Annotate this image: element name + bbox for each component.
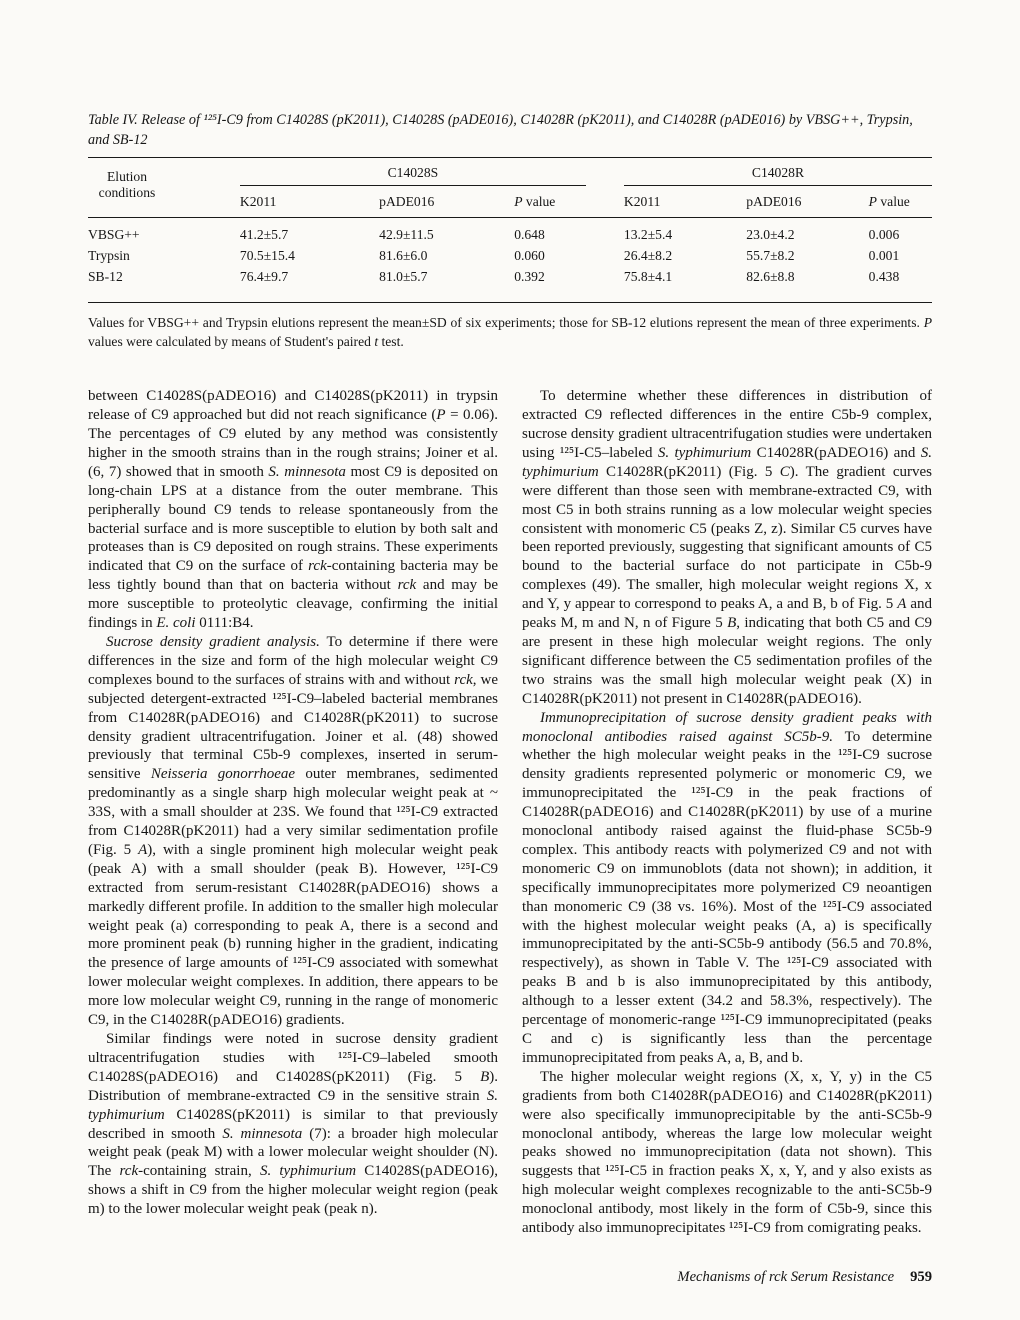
text-segment: Values for VBSG++ and Trypsin elutions represent the mean±SD of six experiments; those for SB-12 elutions represent the mean of three experiments.	[88, 315, 924, 330]
pvalue-p-label: P	[514, 194, 523, 209]
group-header-c14028r-label: C14028R	[624, 165, 932, 186]
table-row-sb12	[88, 266, 932, 303]
text-segment: S. typhimurium	[88, 1087, 498, 1123]
text-segment: most C9 is deposited on long-chain LPS at a distance from the outer membrane. This peripherally bound C9 tends to release spontaneously from the bacterial surface and is more susceptible to elution by both salt and proteases than is C9 deposited on rough strains. These experiments indicated that C9 on the surface of	[88, 463, 498, 575]
text-segment: B	[480, 1068, 490, 1085]
group-header-row	[88, 158, 932, 189]
group-header-c14028r	[624, 158, 932, 189]
text-segment: = 0.06). The percentages of C9 eluted by any method was consistently higher in the smooth strains than in the rough strains; Joiner et al. (6, 7) showed that in smooth	[88, 407, 498, 480]
pvalue-p-label: P	[868, 194, 877, 209]
text-segment: Immunoprecipitation of sucrose density gradient peaks with monoclonal antibodies raised against SC5b-9.	[522, 709, 932, 745]
table-cell: 0.006	[868, 227, 900, 242]
text-segment: S. typhimurium	[522, 444, 932, 480]
column-header-k2011-s: K2011	[240, 188, 379, 218]
column-header-pvalue-s	[514, 188, 624, 218]
column-header-elution	[88, 158, 240, 218]
table-cell: 82.6±8.8	[746, 266, 868, 303]
table-cell: 0.648	[514, 227, 545, 242]
text-segment: The higher molecular weight regions (X, x, Y, y) in the C5 gradients from both C14028R(pADEO16) and C14028R(pK2011) were also specifically immunoprecipitable by the anti-SC5b-9 monoclonal antibody, whereas the large low molecular weight peaks showed no immunoprecipitation (data not shown). This suggests that ¹²⁵I-C5 in fraction peaks X, x, Y, and y also exists as high molecular weight complexes recognizable to the anti-SC5b-9 monoclonal antibody, most likely in the form of C5b-9, since this antibody also immunoprecipitates ¹²⁵I-C9 from comigrating peaks.	[522, 1068, 932, 1237]
text-segment: test.	[378, 333, 404, 349]
text-segment: C14028S(pK2011) is similar to that previously described in smooth	[88, 1106, 498, 1142]
table-cell: 55.7±8.2	[746, 248, 795, 263]
text-segment: C14028R(pADEO16) and	[751, 444, 921, 461]
text-segment: values were calculated by means of Student's paired	[88, 333, 375, 349]
group-header-c14028s-label: C14028S	[240, 165, 586, 186]
row-label: Trypsin	[88, 248, 130, 263]
table-cell: 81.0±5.7	[379, 266, 514, 303]
paragraph	[88, 633, 498, 1030]
paragraph	[88, 110, 932, 150]
table-iv-section	[88, 110, 932, 351]
table-row-vbsg	[88, 218, 932, 246]
column-header-k2011-r: K2011	[624, 188, 746, 218]
text-segment: rck	[454, 671, 473, 688]
running-title: Mechanisms of rck Serum Resistance	[677, 1269, 895, 1285]
paragraph	[88, 314, 932, 351]
table-cell: 75.8±4.1	[624, 266, 746, 303]
table-cell: 41.2±5.7	[239, 227, 289, 242]
row-label: SB-12	[88, 266, 240, 303]
paragraph	[522, 1068, 932, 1238]
text-segment: -containing strain,	[138, 1163, 260, 1180]
table-cell: 0.438	[869, 266, 932, 303]
text-segment: and peaks M, m and N, n of Figure 5	[522, 596, 932, 632]
column-header-elution-label: Elution conditions	[98, 169, 156, 200]
text-segment: To determine whether these differences in distribution of extracted C9 reflected differences in the entire C5b-9 complex, sucrose density gradient ultracentrifugation studies were undertaken using ¹²⁵I-C5–labeled	[522, 388, 932, 461]
text-segment: Table IV. Release of ¹²⁵I-C9 from C14028S (pK2011), C14028S (pADE016), C14028R (pK2011), and C14028R (pADE016) by VBSG++, Trypsin, and SB-12	[88, 112, 913, 148]
paragraph	[88, 387, 498, 633]
text-segment: rck	[119, 1163, 139, 1180]
text-segment: rck	[397, 577, 417, 594]
text-segment: , we subjected detergent-extracted ¹²⁵I-C9–labeled bacterial membranes from C14028R(pADEO16) and C14028R(pK2011) to sucrose density gradient ultracentrifugation. Joiner et al. (48) showed previously that terminal C5b-9 complexes, inserted in serum-sensitive	[88, 671, 498, 783]
text-segment: between C14028S(pADEO16) and C14028S(pK2011) in trypsin release of C9 approached but did not reach significance (	[88, 388, 498, 424]
paragraph	[522, 709, 932, 1068]
table-row-trypsin	[88, 245, 932, 266]
table-cell: 0.392	[514, 266, 624, 303]
text-segment: A	[138, 841, 148, 858]
column-header-pade016-r: pADE016	[746, 188, 868, 218]
text-segment: -containing bacteria may be less tightly bound than that on bacteria without	[88, 558, 498, 594]
page-number: 959	[910, 1269, 932, 1285]
table-footnote	[88, 314, 932, 351]
text-segment: , indicating that both C5 and C9 are present in these high molecular weight regions. The only significant difference between the C5 sedimentation profiles of the two strains was the small high molecular weight peak (X) in C14028R(pK2011) not present in C14028R(pADEO16).	[522, 615, 932, 707]
text-segment: To determine if there were differences in the size and form of the high molecular weight C9 complexes bound to the surfaces of strains with and without	[88, 633, 499, 688]
group-header-c14028s	[240, 158, 624, 189]
text-segment: S. minnesota	[222, 1125, 303, 1142]
table-cell: 26.4±8.2	[623, 248, 673, 263]
column-header-pade016-s: pADE016	[379, 188, 514, 218]
text-segment: t	[374, 333, 379, 349]
table-cell: 23.0±4.2	[746, 227, 795, 242]
text-segment: outer membranes, sedimented predominantly as a single sharp high molecular weight peak at ~ 33S, with a small shoulder at 23S. We found that ¹²⁵I-C9 extracted from C14028R(pK2011) had a very similar sedimentation profile (Fig. 5	[88, 766, 498, 858]
left-column	[88, 387, 498, 1238]
paragraph	[88, 1030, 498, 1219]
text-segment: 0111:B4.	[195, 615, 254, 632]
text-segment: ). The gradient curves were different than those seen with membrane-extracted C9, with most C5 in both strains running as a low molecular weight species consistent with monomeric C5 (peaks Z, z). Similar C5 curves have been reported previously, suggesting that significant amounts of C5 bound to the bacterial surface do not participate in C5b-9 complexes (49). The smaller, high molecular weight regions X, x and Y, y appear to correspond to peaks A, a and B, b of Fig. 5	[522, 463, 933, 613]
column-header-pvalue-r	[869, 188, 932, 218]
table-caption	[88, 110, 932, 150]
text-segment: P	[436, 407, 446, 424]
text-segment: C	[779, 463, 790, 480]
table-cell: 76.4±9.7	[240, 266, 379, 303]
text-segment: S. typhimurium	[259, 1163, 357, 1180]
text-segment: (7): a broader high molecular weight peak (peak M) with a lower molecular weight shoulder (N). The	[88, 1125, 498, 1180]
row-label: VBSG++	[88, 227, 140, 242]
paragraph	[522, 387, 932, 708]
text-segment: S. minnesota	[268, 463, 346, 480]
text-segment: ), with a single prominent high molecular weight peak (peak A) with a small shoulder (peak B). However, ¹²⁵I-C9 extracted from serum-resistant C14028R(pADEO16) shows a markedly different profile. In addition to the smaller high molecular weight peak (a) corresponding to peak A, there is a second and more prominent peak (b) running higher in the gradient, indicating the presence of large amounts of ¹²⁵I-C9 associated with somewhat lower molecular weight complexes. In addition, there appears to be more low molecular weight C9, running in the range of monomeric C9, in the C14028R(pADEO16) gradients.	[88, 841, 498, 1029]
table-cell: 81.6±6.0	[379, 248, 428, 263]
text-segment: E. coli	[156, 615, 196, 632]
table-cell: 42.9±11.5	[379, 227, 434, 242]
text-segment: A	[897, 596, 907, 613]
table-cell: 0.001	[868, 248, 900, 263]
body-columns	[88, 387, 932, 1238]
pvalue-value-label: value	[876, 194, 910, 209]
table-iv	[88, 157, 932, 303]
page-footer	[88, 1245, 932, 1286]
text-segment: To determine whether the high molecular weight peaks in the ¹²⁵I-C9 sucrose density gradients represented polymeric or monomeric C9, we immunoprecipitated the ¹²⁵I-C9 in the peak fractions of C14028R(pADEO16) and C14028R(pK2011) by use of a murine monoclonal antibody raised against the fluid-phase SC5b-9 complex. This antibody reacts with polymerized C9 and not with monomeric C9 on immunoblots (data not shown); in addition, it specifically immunoprecipitates more polymerized C9 neoantigen than monomeric C9 (38 vs. 16%). Most of the ¹²⁵I-C9 associated with the highest molecular weight peaks (A, a) is specifically immunoprecipitated by the anti-SC5b-9 antibody (56.5 and 70.8%, respectively), as shown in Table V. The ¹²⁵I-C9 associated with peaks B and b is also immunoprecipitated by this antibody, although to a lesser extent (34.2 and 58.3%, respectively). The percentage of monomeric-range ¹²⁵I-C9 immunoprecipitated (peaks C and c) is significantly less than the percentage immunoprecipitated from peaks A, a, B, and b.	[522, 728, 932, 1066]
table-cell: 0.060	[514, 248, 545, 263]
pvalue-value-label: value	[522, 194, 556, 209]
text-segment: ). Distribution of membrane-extracted C9 in the sensitive strain	[88, 1068, 498, 1104]
table-cell: 13.2±5.4	[623, 227, 673, 242]
text-segment: C14028R(pK2011) (Fig. 5	[598, 463, 780, 480]
text-segment: Similar findings were noted in sucrose density gradient ultracentrifugation studies with ¹²⁵I-C9–labeled smooth C14028S(pADEO16) and C14028S(pK2011) (Fig. 5	[88, 1031, 498, 1085]
text-segment: B	[727, 615, 737, 632]
text-segment: Neisseria gonorrhoeae	[150, 766, 296, 783]
text-segment: Sucrose density gradient analysis.	[106, 633, 320, 650]
text-segment: C14028S(pADEO16), shows a shift in C9 from the higher molecular weight region (peak m) to the lower molecular weight peak (peak n).	[88, 1163, 499, 1218]
text-segment: and may be more susceptible to proteolytic cleavage, confirming the initial findings in	[88, 577, 498, 632]
right-column	[522, 387, 932, 1238]
text-segment: P	[923, 315, 932, 330]
text-segment: rck	[308, 558, 327, 575]
text-segment: S. typhimurium	[657, 444, 752, 461]
table-cell: 70.5±15.4	[239, 248, 295, 263]
